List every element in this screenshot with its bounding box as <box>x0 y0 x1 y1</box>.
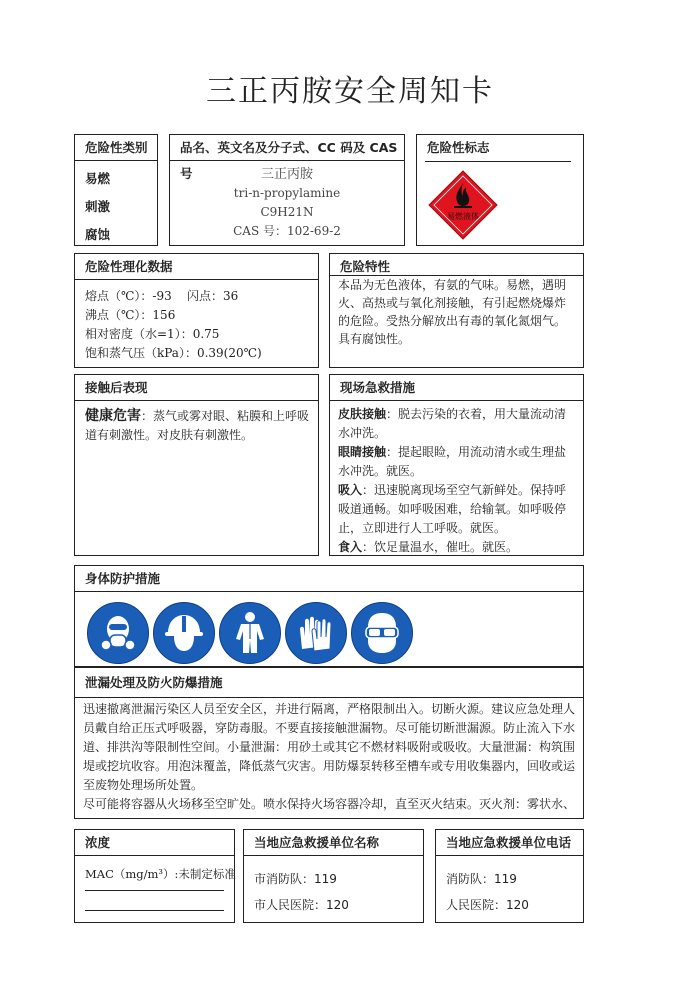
hazard-characteristics-text: 本品为无色液体，有氨的气味。易燃，遇明火、高热或与氧化剂接触，有引起燃烧爆炸的危险。受热分解放出有毒的氧化氮烟气。具有腐蚀性。 <box>338 278 567 346</box>
emergency-phone-hospital: 人民医院：120 <box>446 898 529 912</box>
fire-fighting-text: 尽可能将容器从火场移至空旷处。喷水保持火场容器冷却，直至灭火结束。灭火剂：雾状水、 <box>83 797 576 811</box>
leak-handling-text: 迅速撤离泄漏污染区人员至安全区，并进行隔离，严格限制出入。切断火源。建议应急处理人员戴自给正压式呼吸器，穿防毒服。不要直接接触泄漏物。尽可能切断泄漏源。防止流入下水道、排洪沟等限制性空间。小量泄漏：用砂土或其它不燃材料吸附或吸收。大量泄漏：构筑围堤或挖坑收容。用泡沫覆盖，降低蒸气灾害。用防爆泵转移至槽车或专用收集器内，回收或运至废物处理场所处置。 <box>83 702 576 792</box>
vapor-pressure: 饱和蒸气压（kPa）：0.39(20℃) <box>85 346 262 360</box>
first-aid-ingestion <box>338 538 575 557</box>
first-aid-ingestion-text: ：饮足量温水，催吐。就医。 <box>362 540 519 554</box>
first-aid-inhalation-text: ：迅速脱离现场至空气新鲜处。保持呼吸道通畅。如呼吸困难，给输氧。如呼吸停止，立即进行人工呼吸。就医。 <box>338 483 567 535</box>
melting-flash-point: 熔点（℃）：-93 闪点：36 <box>85 289 239 303</box>
hazard-sign-label: 易燃液体 <box>447 212 479 221</box>
emergency-unit-header: 当地应急救援单位名称 <box>244 830 423 856</box>
leak-handling-header: 泄漏处理及防火防爆措施 <box>75 668 583 698</box>
health-hazard-label: 健康危害 <box>85 408 141 424</box>
hazard-category-flammable: 易燃 <box>85 171 111 186</box>
physchem-box <box>74 253 319 368</box>
mac-value: MAC（mg/m³）:未制定标准 <box>85 867 236 881</box>
product-name-en: tri-n-propylamine <box>233 186 341 200</box>
leak-handling-box <box>74 667 584 819</box>
emergency-unit-fire: 市消防队：119 <box>254 872 337 886</box>
first-aid-ingestion-label: 食入 <box>338 540 363 554</box>
hazard-category-corrosive: 腐蚀 <box>85 227 111 242</box>
exposure-box <box>74 374 319 556</box>
product-name-cn: 三正丙胺 <box>260 167 313 182</box>
physchem-header: 危险性理化数据 <box>75 254 318 280</box>
concentration-box <box>74 829 235 923</box>
product-info-header: 品名、英文名及分子式、CC 码及 CAS 号 <box>170 135 404 161</box>
emergency-unit-box <box>243 829 424 923</box>
protection-header: 身体防护措施 <box>75 566 583 592</box>
health-hazard-text: ：蒸气或雾对眼、粘膜和上呼吸道有刺激性。对皮肤有刺激性。 <box>85 409 310 442</box>
protective-suit-icon <box>219 602 281 664</box>
hazard-sign-box <box>416 134 584 246</box>
first-aid-inhalation <box>338 481 575 538</box>
first-aid-inhalation-label: 吸入 <box>338 483 363 497</box>
first-aid-skin <box>338 405 575 443</box>
safety-helmet-icon <box>153 602 215 664</box>
first-aid-skin-text: ：脱去污染的衣着，用大量流动清水冲洗。 <box>338 407 567 440</box>
exposure-header: 接触后表现 <box>75 375 318 401</box>
hazard-sign-header: 危险性标志 <box>427 140 490 155</box>
first-aid-eye <box>338 443 575 481</box>
first-aid-skin-label: 皮肤接触 <box>338 407 387 421</box>
product-info-box <box>169 134 405 246</box>
first-aid-box <box>329 374 584 556</box>
page-title: 三正丙胺安全周知卡 <box>206 74 494 109</box>
health-hazard-paragraph <box>85 407 310 445</box>
flammable-liquid-diamond-icon <box>427 169 499 241</box>
hazard-characteristics-box <box>329 253 584 368</box>
protection-box <box>74 565 584 667</box>
respirator-icon <box>87 602 149 664</box>
emergency-phone-header: 当地应急救援单位电话 <box>436 830 583 856</box>
gloves-icon <box>285 602 347 664</box>
concentration-header: 浓度 <box>75 830 234 856</box>
product-formula: C9H21N <box>260 205 314 219</box>
first-aid-header: 现场急救措施 <box>330 375 583 401</box>
emergency-phone-fire: 消防队：119 <box>446 872 517 886</box>
relative-density: 相对密度（水=1）：0.75 <box>85 327 220 341</box>
first-aid-eye-text: ：提起眼睑，用流动清水或生理盐水冲洗。就医。 <box>338 445 567 478</box>
hazard-category-irritant: 刺激 <box>85 199 111 214</box>
emergency-phone-box <box>435 829 584 923</box>
emergency-unit-hospital: 市人民医院：120 <box>254 898 349 912</box>
first-aid-eye-label: 眼睛接触 <box>338 445 387 459</box>
hazard-characteristics-header: 危险特性 <box>330 254 583 276</box>
product-cas: CAS 号：102-69-2 <box>233 224 341 238</box>
hazard-category-header: 危险性类别 <box>75 135 157 161</box>
goggles-icon <box>351 602 413 664</box>
boiling-point: 沸点（℃）：156 <box>85 308 176 322</box>
hazard-category-box <box>74 134 158 246</box>
